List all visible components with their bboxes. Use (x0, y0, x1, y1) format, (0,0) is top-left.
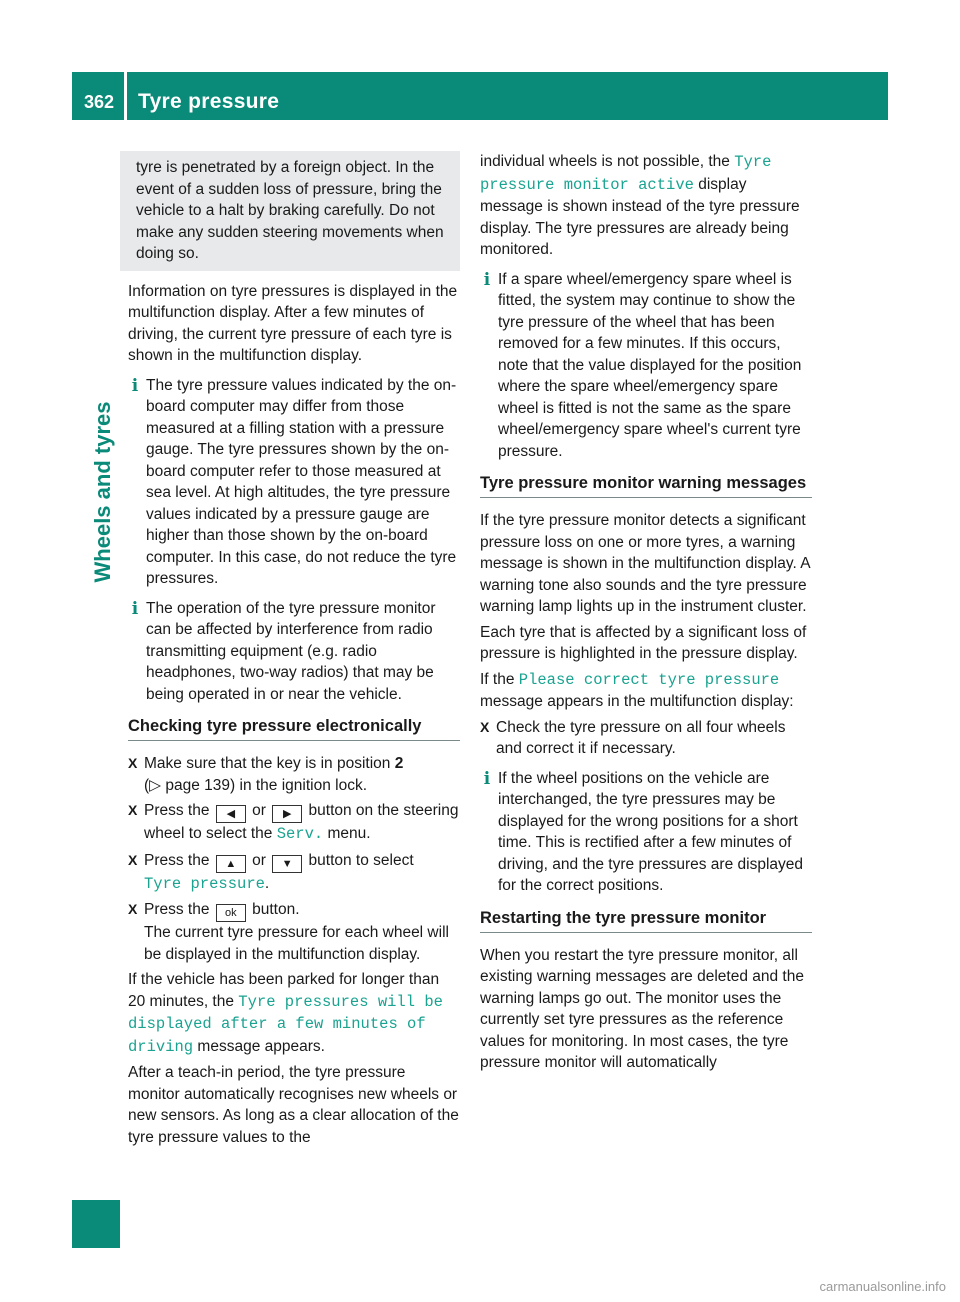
right-arrow-key-icon: ▶ (272, 805, 302, 823)
info-icon: i (131, 375, 139, 396)
info-icon: i (483, 269, 491, 290)
right-column (480, 151, 812, 1078)
arrow-step-icon: X (128, 755, 138, 771)
step-text: menu. (323, 825, 371, 842)
arrow-step-icon: X (128, 851, 138, 868)
left-column (128, 151, 460, 1152)
step-text: button. (252, 901, 300, 918)
warning-paragraph (480, 669, 812, 713)
section-tab-label: Wheels and tyres (90, 401, 115, 583)
paragraph-text: If the (480, 670, 519, 688)
warning-paragraph: If the tyre pressure monitor detects a significant pressure loss on one or more tyres, a warning message is shown in the multifunction display. A warning tone also sounds and the tyre pressure warning lamp lights up in the instrument cluster. (480, 512, 810, 615)
info-note (128, 375, 460, 590)
display-menu-item: Tyre pressure (144, 874, 265, 893)
intro-paragraph: Information on tyre pressures is displayed in the multifunction display. After a few minutes of driving, the current tyre pressure of each tyre is shown in the multifunction display. (128, 282, 458, 364)
warning-paragraph: Each tyre that is affected by a significant loss of pressure is highlighted in the pressure display. (480, 623, 807, 662)
step-text: button on the steering wheel to select the (144, 802, 459, 842)
step-text: Make sure that the key is in position (144, 755, 395, 772)
paragraph-text: If the vehicle has been parked for longer than 20 minutes, the (128, 971, 440, 1010)
info-text: The tyre pressure values indicated by the on-board computer may differ from those measured at a filling station with a pressure gauge. The tyre pressures shown by the on-board computer refer to those measured at sea level. At high altitudes, the tyre pressure values indicated by a pressure gauge are higher than those shown by the on-board computer. In this case, do not reduce the tyre pressures. (146, 376, 457, 587)
section-heading: Tyre pressure monitor warning messages (480, 472, 812, 498)
info-note (128, 598, 460, 706)
info-icon: i (483, 768, 491, 789)
step-text: Press the (144, 901, 210, 918)
arrow-step-icon: X (128, 802, 138, 818)
down-arrow-key-icon: ▼ (272, 855, 302, 873)
ok-key-icon: ok (216, 904, 246, 922)
teach-in-paragraph: After a teach-in period, the tyre pressure monitor automatically recognises new wheels or new sensors. As long as a clear allocation of the tyre pressure values to the (128, 1064, 459, 1146)
instruction-step (128, 899, 460, 965)
section-heading: Restarting the tyre pressure monitor (480, 907, 812, 933)
paragraph-text: message appears in the multifunction display: (480, 693, 794, 710)
instruction-step (128, 753, 460, 796)
section-tab-marker (72, 1200, 120, 1248)
step-text: Check the tyre pressure on all four wheels and correct it if necessary. (496, 718, 786, 757)
step-text: Press the (144, 802, 210, 819)
display-message: Please correct tyre pressure (518, 670, 780, 689)
parked-paragraph (128, 969, 460, 1058)
left-arrow-key-icon: ◀ (216, 805, 246, 823)
step-text: (▷ page 139) in the ignition lock. (144, 776, 368, 794)
page-title: Tyre pressure (138, 90, 280, 113)
continued-paragraph (480, 151, 812, 261)
instruction-step (128, 850, 460, 896)
paragraph-text: individual wheels is not possible, the (480, 153, 735, 170)
step-result: The current tyre pressure for each wheel will be displayed in the multifunction display. (144, 924, 449, 963)
info-text: If a spare wheel/emergency spare wheel is fitted, the system may continue to show the tyre pressure of the wheel that has been removed for a few minutes. If this occurs, note that the value displayed for the position where the spare wheel/emergency spare wheel is fitted is not the same as the spare wheel/emergency spare wheel's current tyre pressure. (498, 270, 802, 460)
info-text: If the wheel positions on the vehicle are interchanged, the tyre pressures may be displayed for the wrong positions for a short time. This is rectified after a few minutes of driving, and the tyre pressures are displayed for the correct positions. (498, 769, 803, 894)
section-heading: Checking tyre pressure electronically (128, 715, 460, 741)
step-text: Press the (144, 851, 210, 869)
display-menu-name: Serv. (276, 825, 324, 843)
info-note (480, 269, 812, 463)
page-number: 362 (84, 92, 115, 112)
watermark: carmanualsonline.info (819, 1279, 946, 1294)
restart-paragraph: When you restart the tyre pressure monitor, all existing warning messages are deleted and the warning lamps go out. The monitor uses the currently set tyre pressures as the reference values for monitoring. In most cases, the tyre pressure monitor will automatically (480, 946, 804, 1071)
instruction-step (128, 800, 460, 846)
paragraph-text: display message is shown instead of the tyre pressure display. The tyre pressures are already being monitored. (480, 175, 800, 258)
step-text: . (264, 874, 270, 892)
instruction-step (480, 717, 812, 760)
key-position: 2 (394, 755, 404, 772)
info-text: The operation of the tyre pressure monitor can be affected by interference from radio transmitting equipment (e.g. radio headphones, two-way radios) that may be being operated in or near the vehicle. (146, 599, 436, 703)
step-text: or (252, 802, 266, 819)
arrow-step-icon: X (128, 901, 138, 917)
up-arrow-key-icon: ▲ (216, 855, 246, 873)
paragraph-text: message appears. (193, 1037, 325, 1055)
display-message: Tyre pressure monitor active (480, 153, 772, 194)
header-divider (124, 72, 127, 124)
info-icon: i (131, 598, 139, 619)
arrow-step-icon: X (480, 718, 490, 735)
warning-box: tyre is penetrated by a foreign object. In the event of a sudden loss of pressure, bring the vehicle to a halt by braking carefully. Do not make any sudden steering movements when doing so. (120, 151, 460, 271)
display-message: Tyre pressures will be displayed after a few minutes of driving (128, 992, 443, 1056)
step-text: button to select (308, 851, 414, 869)
step-text: or (252, 851, 266, 869)
info-note (480, 768, 812, 897)
